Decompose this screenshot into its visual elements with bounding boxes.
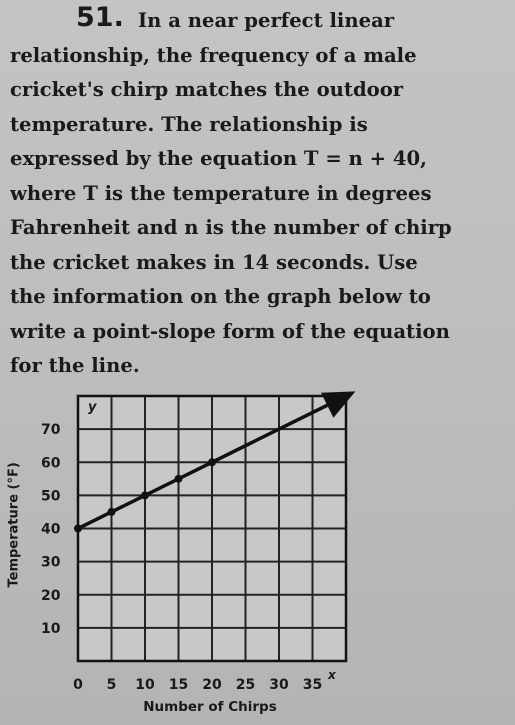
data-point: [175, 475, 183, 483]
problem-number: 51.: [76, 2, 124, 33]
problem-line: the cricket makes in 14 seconds. Use: [10, 250, 418, 274]
y-tick-label: 70: [41, 422, 61, 439]
y-tick-label: 50: [41, 488, 61, 505]
data-point: [208, 458, 216, 466]
data-point: [141, 491, 149, 499]
data-point: [74, 525, 82, 533]
y-tick-label: 60: [41, 455, 61, 472]
x-tick-label: 35: [302, 677, 323, 693]
x-tick-label: 10: [135, 677, 155, 693]
y-tick-label: 10: [41, 620, 61, 637]
x-tick-label: 5: [106, 677, 117, 693]
x-tick-label: 30: [269, 677, 289, 693]
x-tick-label: 15: [168, 677, 189, 693]
x-tick-label: 20: [202, 677, 222, 693]
y-tick-label: 40: [41, 521, 61, 538]
problem-line: expressed by the equation T = n + 40,: [10, 147, 427, 170]
problem-line: In a near perfect linear: [138, 9, 395, 32]
problem-line: where T is the temperature in degrees: [10, 181, 432, 205]
y-tick-label: 30: [41, 554, 61, 571]
y-tick-label: 20: [41, 587, 61, 604]
problem-line: temperature. The relationship is: [10, 112, 368, 136]
problem-line: relationship, the frequency of a male: [10, 43, 417, 67]
data-point: [108, 508, 116, 516]
problem-line: for the line.: [10, 354, 140, 377]
x-axis-letter: x: [328, 668, 336, 682]
y-axis-letter: y: [88, 400, 97, 415]
problem-line: cricket's chirp matches the outdoor: [10, 78, 404, 101]
problem-line: write a point-slope form of the equation: [10, 319, 450, 343]
x-axis-label: Number of Chirps: [143, 699, 277, 715]
x-tick-label: 25: [235, 677, 256, 693]
problem-line: Fahrenheit and n is the number of chirp: [10, 216, 452, 239]
problem-line: the information on the graph below to: [10, 285, 431, 308]
x-tick-label: 0: [73, 677, 83, 693]
y-axis-label: Temperature (°F): [6, 462, 22, 588]
